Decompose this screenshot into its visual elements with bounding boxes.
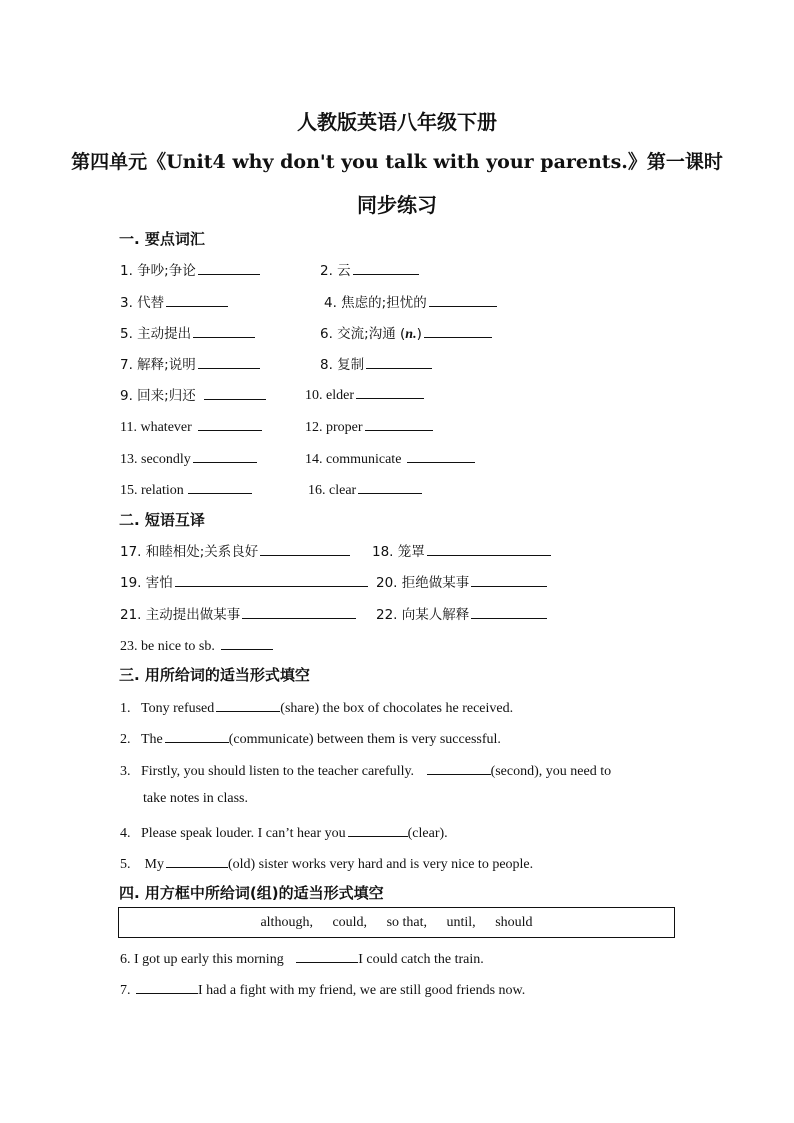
fill-item-4: 4. Please speak louder. I can’t hear you (clear).: [120, 822, 448, 842]
vocab-item-12: 12. proper: [305, 416, 433, 436]
document-subtitle: 第四单元《Unit4 why don't you talk with your parents.》第一课时: [71, 151, 723, 173]
answer-blank[interactable]: [427, 541, 551, 556]
vocab-item-1: 1. 争吵;争论: [120, 259, 260, 279]
vocab-item-10: 10. elder: [305, 384, 424, 404]
document-title: 人教版英语八年级下册: [297, 110, 497, 134]
answer-blank[interactable]: [366, 354, 432, 369]
answer-blank[interactable]: [165, 728, 229, 743]
section-4-heading: 四. 用方框中所给词(组)的适当形式填空: [119, 884, 384, 902]
fill-item-2: 2. The (communicate) between them is very successful.: [120, 728, 501, 748]
vocab-item-16: 16. clear: [308, 479, 422, 499]
vocab-item-14: 14. communicate: [305, 448, 475, 468]
answer-blank[interactable]: [471, 604, 547, 619]
answer-blank[interactable]: [260, 541, 350, 556]
answer-blank[interactable]: [136, 979, 198, 994]
word-bank-item: could,: [332, 915, 368, 930]
vocab-item-5: 5. 主动提出: [120, 322, 255, 342]
vocab-item-9: 9. 回来;归还: [120, 384, 266, 404]
answer-blank[interactable]: [471, 572, 547, 587]
answer-blank[interactable]: [188, 479, 252, 494]
vocab-item-7: 7. 解释;说明: [120, 353, 260, 373]
section-1-heading: 一. 要点词汇: [119, 230, 205, 248]
phrase-item-17: 17. 和睦相处;关系良好: [120, 540, 350, 560]
answer-blank[interactable]: [242, 604, 356, 619]
vocab-item-13: 13. secondly: [120, 448, 257, 468]
fill-item-6: 6. I got up early this morning I could catch the train.: [120, 948, 484, 968]
vocab-item-4: 4. 焦虑的;担忧的: [324, 291, 497, 311]
answer-blank[interactable]: [216, 697, 280, 712]
answer-blank[interactable]: [358, 479, 422, 494]
fill-item-3: 3. Firstly, you should listen to the teacher carefully. (second), you need to: [120, 760, 674, 780]
word-bank-box: [118, 907, 675, 938]
answer-blank[interactable]: [356, 384, 424, 399]
phrase-item-19: 19. 害怕: [120, 571, 368, 591]
document-subtitle-2: 同步练习: [357, 193, 437, 217]
answer-blank[interactable]: [193, 448, 257, 463]
answer-blank[interactable]: [353, 260, 419, 275]
phrase-item-22: 22. 向某人解释: [376, 603, 547, 623]
answer-blank[interactable]: [427, 760, 491, 775]
fill-item-5: 5. My (old) sister works very hard and is very nice to people.: [120, 853, 533, 873]
word-bank-item: should: [495, 915, 533, 930]
phrase-item-23: 23. be nice to sb.: [120, 635, 273, 655]
answer-blank[interactable]: [424, 323, 492, 338]
answer-blank[interactable]: [348, 822, 408, 837]
phrase-item-18: 18. 笼罩: [372, 540, 551, 560]
answer-blank[interactable]: [407, 448, 475, 463]
section-3-heading: 三. 用所给词的适当形式填空: [119, 666, 310, 684]
answer-blank[interactable]: [429, 292, 497, 307]
vocab-item-15: 15. relation: [120, 479, 252, 499]
fill-item-3-continued: take notes in class.: [143, 791, 248, 806]
vocab-item-2: 2. 云: [320, 259, 419, 279]
fill-item-1: 1. Tony refused (share) the box of chocolates he received.: [120, 697, 513, 717]
answer-blank[interactable]: [198, 416, 262, 431]
answer-blank[interactable]: [365, 416, 433, 431]
phrase-item-21: 21. 主动提出做某事: [120, 603, 356, 623]
word-bank-item: so that,: [386, 915, 428, 930]
word-bank-item: although,: [260, 915, 313, 930]
answer-blank[interactable]: [204, 385, 266, 400]
answer-blank[interactable]: [198, 260, 260, 275]
vocab-item-6: 6. 交流;沟通 (n.): [320, 322, 492, 343]
fill-item-7: 7. I had a fight with my friend, we are still good friends now.: [120, 979, 525, 999]
section-2-heading: 二. 短语互译: [119, 511, 205, 529]
vocab-item-8: 8. 复制: [320, 353, 432, 373]
answer-blank[interactable]: [166, 853, 228, 868]
answer-blank[interactable]: [166, 292, 228, 307]
answer-blank[interactable]: [221, 635, 273, 650]
answer-blank[interactable]: [198, 354, 260, 369]
answer-blank[interactable]: [296, 948, 358, 963]
vocab-item-3: 3. 代替: [120, 291, 228, 311]
phrase-item-20: 20. 拒绝做某事: [376, 571, 547, 591]
word-bank-item: until,: [446, 915, 476, 930]
answer-blank[interactable]: [193, 323, 255, 338]
vocab-item-11: 11. whatever: [120, 416, 262, 436]
answer-blank[interactable]: [175, 572, 368, 587]
